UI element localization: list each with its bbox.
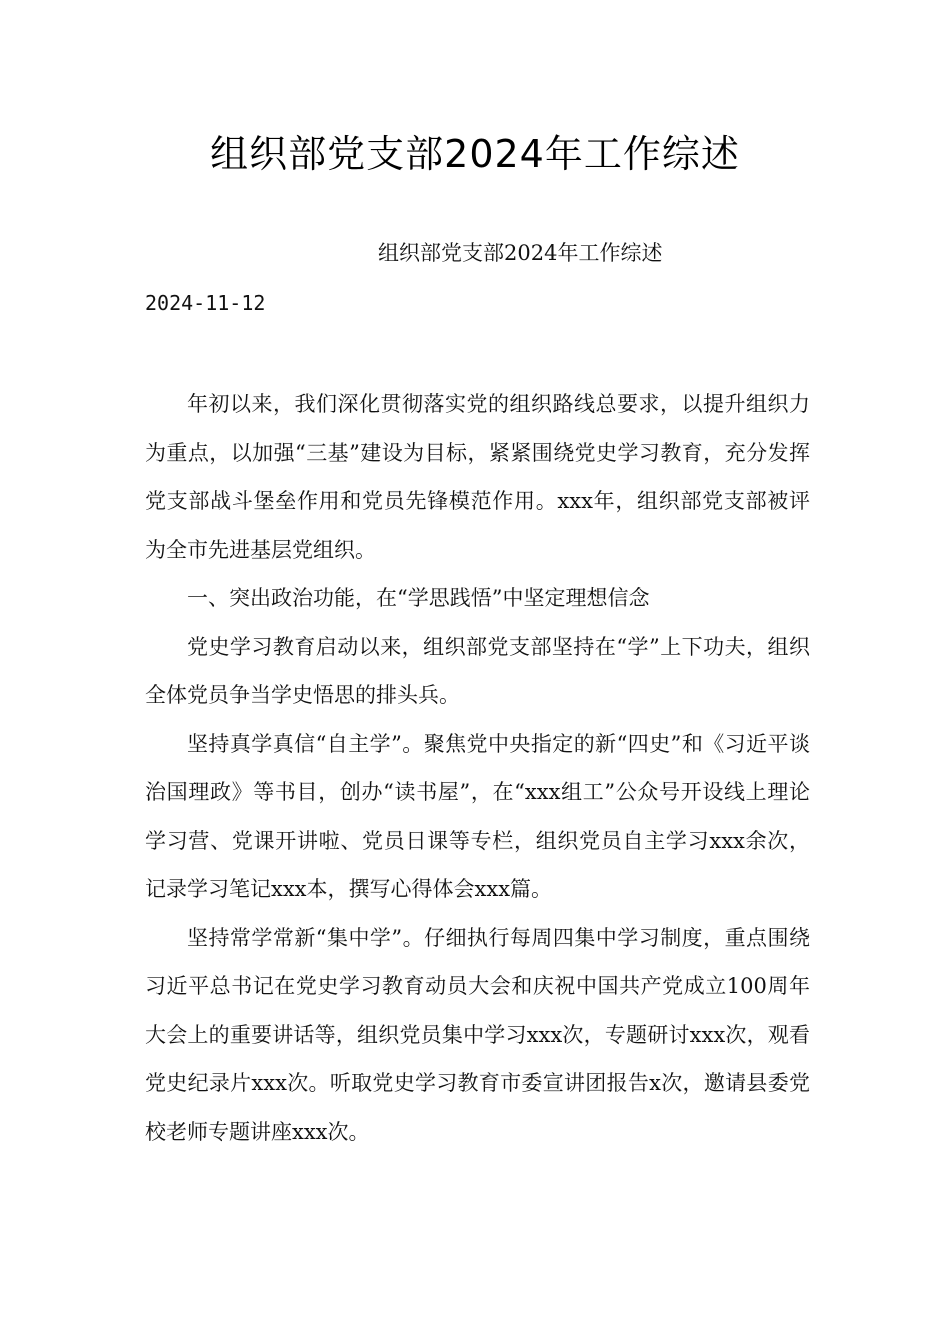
document-date: 2024-11-12 [145,291,266,315]
document-title: 组织部党支部2024年工作综述 [210,132,740,176]
document-subtitle: 组织部党支部2024年工作综述 [378,241,663,265]
body-paragraph-group-study: 坚持常学常新“集中学”。仔细执行每周四集中学习制度，重点围绕习近平总书记在党史学习教育动员大会和庆祝中国共产党成立100周年大会上的重要讲话等，组织党员集中学习xxx次，专题研讨xxx次，观看党史纪录片xxx次。听取党史学习教育市委宣讲团报告x次，邀请县委党校老师专题讲座xxx次。 [145,925,810,1144]
body-paragraph-study-start: 党史学习教育启动以来，组织部党支部坚持在“学”上下功夫，组织全体党员争当学史悟思的排头兵。 [145,634,810,707]
document-body [145,380,810,1156]
section-heading-1: 一、突出政治功能，在“学思践悟”中坚定理想信念 [187,586,650,610]
body-paragraph-intro: 年初以来，我们深化贯彻落实党的组织路线总要求，以提升组织力为重点，以加强“三基”建设为目标，紧紧围绕党史学习教育，充分发挥党支部战斗堡垒作用和党员先锋模范作用。xxx年，组织部党支部被评为全市先进基层党组织。 [145,392,810,562]
body-paragraph-self-study: 坚持真学真信“自主学”。聚焦党中央指定的新“四史”和《习近平谈治国理政》等书目，创办“读书屋”，在“xxx组工”公众号开设线上理论学习营、党课开讲啦、党员日课等专栏，组织党员自主学习xxx余次，记录学习笔记xxx本，撰写心得体会xxx篇。 [145,731,810,901]
